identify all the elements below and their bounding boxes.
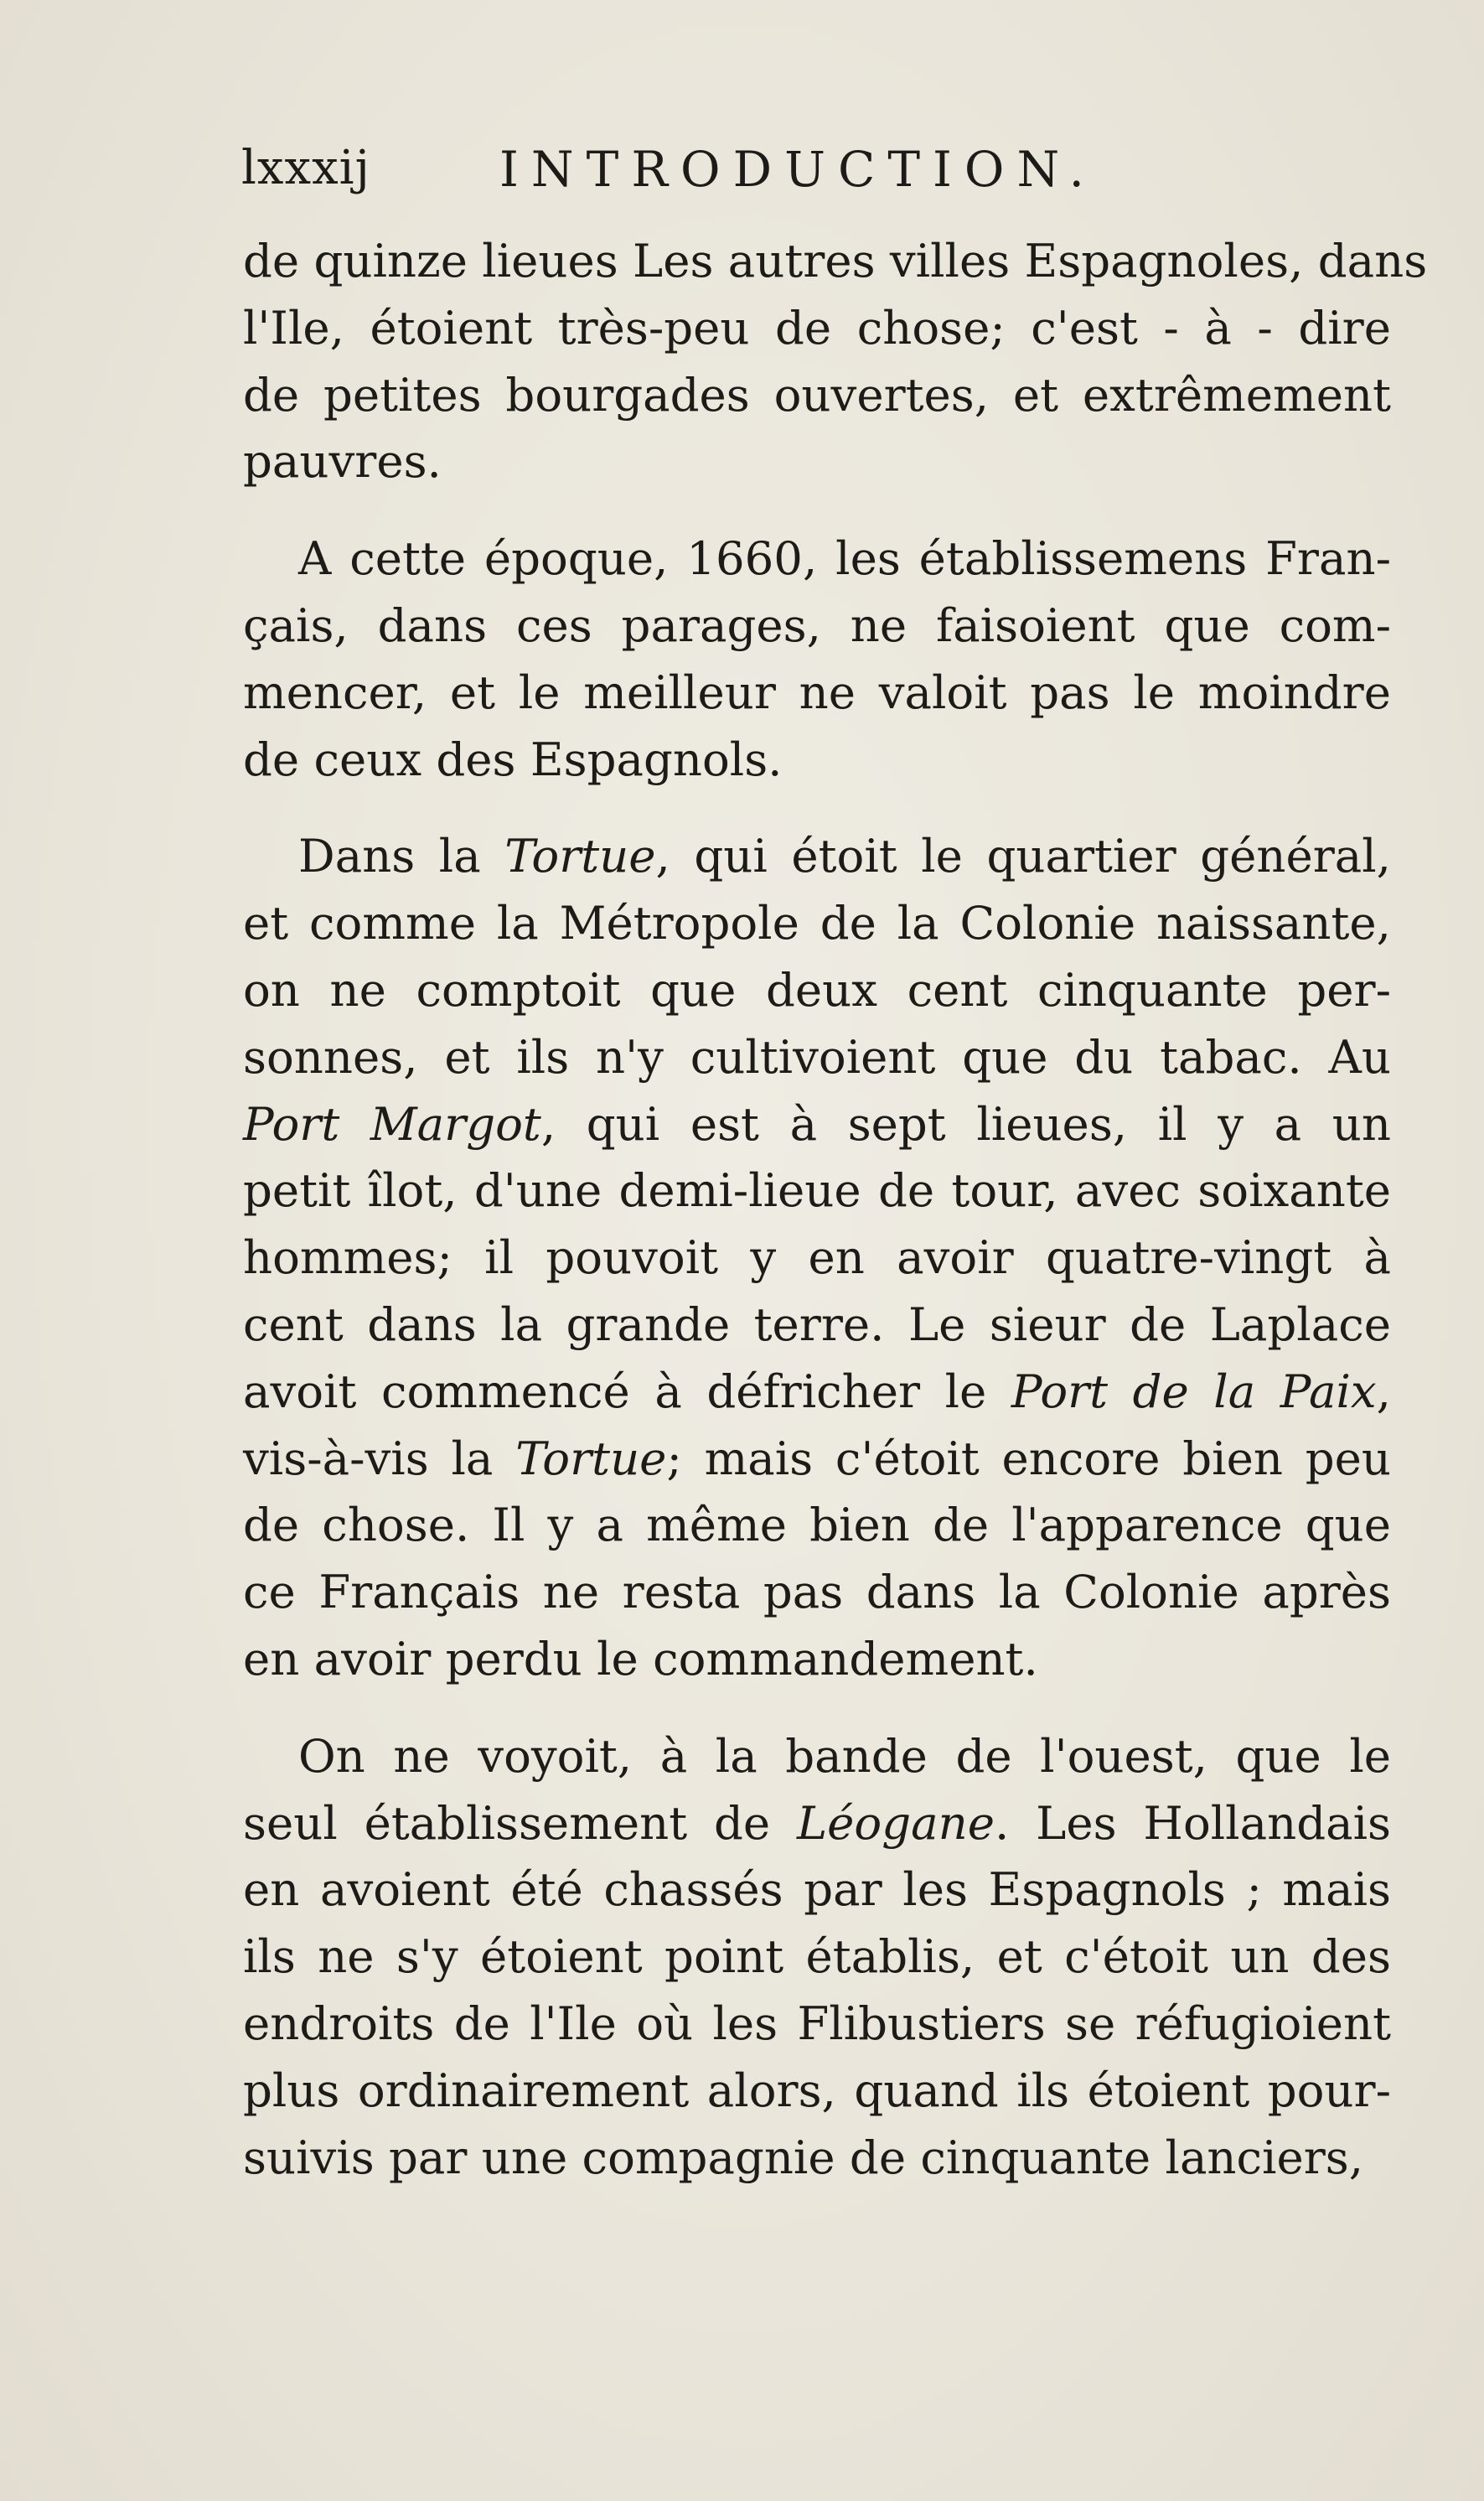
text-line: ils ne s'y étoient point établis, et c'étoit un des [243, 1929, 1391, 1984]
text-line: l'Ile, étoient très-peu de chose; c'est - à - dire [243, 300, 1391, 355]
page-header [241, 134, 1414, 210]
paragraph [243, 526, 1391, 793]
text-line: mencer, et le meilleur ne valoit pas le moindre [243, 665, 1391, 719]
text-line: de petites bourgades ouvertes, et extrêmement [243, 367, 1391, 422]
text-line: et comme la Métropole de la Colonie naissante, [243, 896, 1391, 950]
text-line: de ceux des Espagnols. [243, 732, 783, 786]
paragraph [243, 1723, 1391, 2192]
text-line: plus ordinairement alors, quand ils étoient pour- [243, 2063, 1391, 2117]
text-line: cent dans la grande terre. Le sieur de Laplace [243, 1297, 1391, 1351]
paragraph [243, 823, 1391, 1692]
italic-place-name: Tortue [515, 1431, 667, 1485]
text-line: vis-à-vis la Tortue; mais c'étoit encore bien peu [243, 1431, 1391, 1485]
page-number: lxxxij [241, 141, 370, 195]
text-line: sonnes, et ils n'y cultivoient que du tabac. Au [243, 1029, 1391, 1084]
text-line: en avoir perdu le commandement. [243, 1631, 1038, 1685]
text-line: on ne comptoit que deux cent cinquante per- [243, 962, 1391, 1017]
text-line: hommes; il pouvoit y en avoir quatre-vingt à [243, 1230, 1391, 1285]
italic-place-name: Léogane [796, 1795, 995, 1850]
text-line: petit îlot, d'une demi-lieue de tour, avec soixante [243, 1163, 1391, 1218]
italic-place-name: Port de la Paix [1011, 1364, 1377, 1418]
italic-place-name: Tortue [504, 829, 656, 883]
italic-place-name: Port Margot [243, 1096, 541, 1151]
text-line: avoit commencé à défricher le Port de la Paix, [243, 1364, 1391, 1418]
text-line: pauvres. [243, 434, 442, 489]
text-line: endroits de l'Ile où les Flibustiers se réfugioient [243, 1996, 1391, 2050]
text-line: suivis par une compagnie de cinquante lanciers, [243, 2130, 1364, 2184]
text-line: Dans la Tortue, qui étoit le quartier général, [298, 829, 1392, 883]
body-text [243, 228, 1428, 2191]
text-line: On ne voyoit, à la bande de l'ouest, que le [298, 1728, 1391, 1783]
text-line: ce Français ne resta pas dans la Colonie après [243, 1565, 1391, 1619]
text-line: de quinze lieues Les autres villes Espagnoles, dans [243, 234, 1428, 287]
running-title: INTRODUCTION. [499, 141, 1097, 198]
paragraph [243, 228, 1428, 495]
text-line: de chose. Il y a même bien de l'apparence que [243, 1498, 1391, 1552]
text-line: seul établissement de Léogane. Les Hollandais [243, 1795, 1391, 1850]
text-line: en avoient été chassés par les Espagnols ; mais [243, 1862, 1391, 1917]
text-line: çais, dans ces parages, ne faisoient que com- [243, 598, 1391, 652]
text-line: Port Margot, qui est à sept lieues, il y a un [243, 1096, 1391, 1151]
text-line: A cette époque, 1660, les établissemens Fran- [298, 531, 1391, 586]
